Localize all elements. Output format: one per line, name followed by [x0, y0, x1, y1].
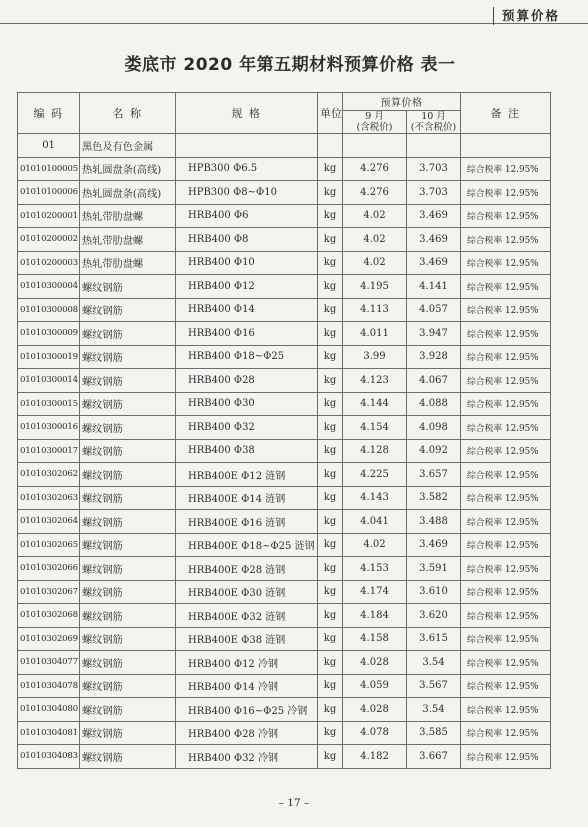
header-october — [407, 111, 461, 134]
cell-spec: HRB400 Φ30 — [176, 392, 318, 416]
cell-spec: HRB400 Φ10 — [176, 251, 318, 275]
cell-unit: kg — [318, 698, 343, 722]
cell-price-september: 4.174 — [343, 580, 407, 604]
page-number: – 17 – — [278, 797, 310, 809]
cell-price-september: 4.011 — [343, 322, 407, 346]
table-row — [18, 510, 551, 534]
cell-spec: HRB400 Φ14 — [176, 298, 318, 322]
cell-name: 螺纹钢筋 — [80, 651, 176, 675]
cell-unit: kg — [318, 486, 343, 510]
cell-price-september: 4.144 — [343, 392, 407, 416]
table-row — [18, 439, 551, 463]
table-row — [18, 392, 551, 416]
cell-price-october: 3.469 — [407, 228, 461, 252]
cell-code: 01010302066 — [18, 557, 80, 581]
cell-price-september: 4.078 — [343, 721, 407, 745]
cell-unit: kg — [318, 345, 343, 369]
cell-spec: HRB400 Φ38 — [176, 439, 318, 463]
cell-spec: HRB400E Φ16 涟钢 — [176, 510, 318, 534]
header-september-month: 9 月 — [365, 111, 384, 122]
header-unit: 单位 — [318, 93, 343, 134]
cell-remark: 综合税率 12.95% — [461, 604, 551, 628]
cell-price-october: 3.947 — [407, 322, 461, 346]
table-row — [18, 275, 551, 299]
cell-price-september: 4.123 — [343, 369, 407, 393]
table-row — [18, 322, 551, 346]
cell-remark: 综合税率 12.95% — [461, 204, 551, 228]
cell-code: 01010300009 — [18, 322, 80, 346]
header-name: 名 称 — [80, 93, 176, 134]
cell-unit: kg — [318, 604, 343, 628]
cell-price-september: 4.182 — [343, 745, 407, 769]
cell-unit: kg — [318, 510, 343, 534]
table-row — [18, 651, 551, 675]
cell-price-september: 4.184 — [343, 604, 407, 628]
cell-remark: 综合税率 12.95% — [461, 580, 551, 604]
cell-name: 热轧带肋盘螺 — [80, 204, 176, 228]
cell-code: 01010302068 — [18, 604, 80, 628]
cell-name: 热轧圆盘条(高线) — [80, 181, 176, 205]
cell-code: 01010200001 — [18, 204, 80, 228]
cell-unit: kg — [318, 580, 343, 604]
table-row — [18, 251, 551, 275]
table-row — [18, 369, 551, 393]
header-remark: 备 注 — [461, 93, 551, 134]
cell-name: 螺纹钢筋 — [80, 557, 176, 581]
cell-spec: HRB400E Φ14 涟钢 — [176, 486, 318, 510]
table-row — [18, 486, 551, 510]
cell-code: 01010200003 — [18, 251, 80, 275]
cell-code: 01010300004 — [18, 275, 80, 299]
cell-price-september: 4.02 — [343, 251, 407, 275]
cell-name: 热轧带肋盘螺 — [80, 228, 176, 252]
cell-remark: 综合税率 12.95% — [461, 533, 551, 557]
cell-remark: 综合税率 12.95% — [461, 369, 551, 393]
cell-remark: 综合税率 12.95% — [461, 298, 551, 322]
cell-name: 螺纹钢筋 — [80, 627, 176, 651]
cell-name: 螺纹钢筋 — [80, 392, 176, 416]
cell-price-september: 4.041 — [343, 510, 407, 534]
cell-spec: HRB400 Φ16 — [176, 322, 318, 346]
cell-name: 螺纹钢筋 — [80, 322, 176, 346]
cell-price-october: 3.582 — [407, 486, 461, 510]
cell-price-september: 4.059 — [343, 674, 407, 698]
cell-code: 01010302063 — [18, 486, 80, 510]
cell-name: 螺纹钢筋 — [80, 369, 176, 393]
cell-price-october: 4.092 — [407, 439, 461, 463]
table-row — [18, 416, 551, 440]
cell-code: 01010100005 — [18, 157, 80, 181]
cell-unit: kg — [318, 181, 343, 205]
cell-code: 01010302065 — [18, 533, 80, 557]
cell-unit: kg — [318, 322, 343, 346]
cell-name: 螺纹钢筋 — [80, 533, 176, 557]
cell-price-october: 3.610 — [407, 580, 461, 604]
table-row — [18, 204, 551, 228]
cell-unit: kg — [318, 204, 343, 228]
cell-code: 01010304077 — [18, 651, 80, 675]
section-tag: 预算价格 — [493, 7, 560, 25]
cell-code: 01010302069 — [18, 627, 80, 651]
cell-remark: 综合税率 12.95% — [461, 157, 551, 181]
table-row — [18, 228, 551, 252]
cell-price-october: 3.469 — [407, 204, 461, 228]
cell-code: 01010304083 — [18, 745, 80, 769]
category-name: 黑色及有色金属 — [80, 134, 176, 158]
price-table — [17, 92, 551, 769]
cell-code: 01010300015 — [18, 392, 80, 416]
cell-spec: HRB400 Φ28 冷钢 — [176, 721, 318, 745]
cell-code: 01010302067 — [18, 580, 80, 604]
cell-name: 螺纹钢筋 — [80, 275, 176, 299]
cell-spec: HRB400 Φ18~Φ25 — [176, 345, 318, 369]
cell-price-september: 4.028 — [343, 651, 407, 675]
cell-spec: HPB300 Φ6.5 — [176, 157, 318, 181]
cell-remark: 综合税率 12.95% — [461, 463, 551, 487]
cell-price-september: 4.02 — [343, 533, 407, 557]
cell-unit: kg — [318, 275, 343, 299]
cell-remark: 综合税率 12.95% — [461, 228, 551, 252]
header-spec: 规 格 — [176, 93, 318, 134]
cell-code: 01010304078 — [18, 674, 80, 698]
cell-price-october: 4.088 — [407, 392, 461, 416]
cell-price-october: 3.54 — [407, 651, 461, 675]
cell-price-september: 4.143 — [343, 486, 407, 510]
table-row — [18, 604, 551, 628]
cell-name: 螺纹钢筋 — [80, 604, 176, 628]
cell-price-october: 3.488 — [407, 510, 461, 534]
table-row — [18, 533, 551, 557]
cell-spec: HRB400 Φ32 冷钢 — [176, 745, 318, 769]
header-september-note: (含税价) — [356, 122, 393, 133]
cell-remark: 综合税率 12.95% — [461, 698, 551, 722]
cell-price-october: 3.585 — [407, 721, 461, 745]
cell-code: 01010304081 — [18, 721, 80, 745]
cell-spec: HRB400E Φ30 涟钢 — [176, 580, 318, 604]
cell-name: 热轧圆盘条(高线) — [80, 157, 176, 181]
table-row — [18, 557, 551, 581]
table-row — [18, 157, 551, 181]
cell-price-september: 4.02 — [343, 204, 407, 228]
category-code: 01 — [18, 134, 80, 158]
cell-code: 01010302062 — [18, 463, 80, 487]
cell-name: 螺纹钢筋 — [80, 439, 176, 463]
cell-remark: 综合税率 12.95% — [461, 181, 551, 205]
cell-code: 01010300008 — [18, 298, 80, 322]
header-code: 编 码 — [18, 93, 80, 134]
cell-price-september: 4.02 — [343, 228, 407, 252]
cell-spec: HRB400 Φ12 冷钢 — [176, 651, 318, 675]
cell-code: 01010100006 — [18, 181, 80, 205]
cell-name: 螺纹钢筋 — [80, 745, 176, 769]
cell-spec: HRB400E Φ38 涟钢 — [176, 627, 318, 651]
cell-unit: kg — [318, 557, 343, 581]
cell-spec: HRB400 Φ12 — [176, 275, 318, 299]
cell-price-october: 3.615 — [407, 627, 461, 651]
cell-remark: 综合税率 12.95% — [461, 275, 551, 299]
cell-name: 螺纹钢筋 — [80, 345, 176, 369]
cell-name: 螺纹钢筋 — [80, 580, 176, 604]
cell-unit: kg — [318, 627, 343, 651]
cell-price-october: 3.703 — [407, 157, 461, 181]
cell-spec: HRB400 Φ16~Φ25 冷钢 — [176, 698, 318, 722]
cell-price-september: 4.113 — [343, 298, 407, 322]
category-row — [18, 134, 551, 158]
cell-price-october: 3.469 — [407, 251, 461, 275]
cell-price-september: 4.195 — [343, 275, 407, 299]
cell-unit: kg — [318, 439, 343, 463]
cell-spec: HRB400E Φ12 涟钢 — [176, 463, 318, 487]
cell-code: 01010302064 — [18, 510, 80, 534]
cell-price-september: 4.128 — [343, 439, 407, 463]
header-october-month: 10 月 — [421, 111, 446, 122]
cell-price-september: 4.154 — [343, 416, 407, 440]
cell-remark: 综合税率 12.95% — [461, 510, 551, 534]
cell-remark: 综合税率 12.95% — [461, 745, 551, 769]
cell-spec: HRB400E Φ28 涟钢 — [176, 557, 318, 581]
cell-remark: 综合税率 12.95% — [461, 345, 551, 369]
cell-remark: 综合税率 12.95% — [461, 416, 551, 440]
cell-remark: 综合税率 12.95% — [461, 557, 551, 581]
header-row — [18, 93, 551, 111]
cell-name: 热轧带肋盘螺 — [80, 251, 176, 275]
cell-price-september: 4.225 — [343, 463, 407, 487]
cell-unit: kg — [318, 251, 343, 275]
cell-unit: kg — [318, 533, 343, 557]
cell-name: 螺纹钢筋 — [80, 674, 176, 698]
cell-price-october: 3.567 — [407, 674, 461, 698]
page-title: 娄底市 2020 年第五期材料预算价格 表一 — [124, 55, 456, 75]
cell-remark: 综合税率 12.95% — [461, 439, 551, 463]
header-september — [343, 111, 407, 134]
cell-remark: 综合税率 12.95% — [461, 322, 551, 346]
cell-code: 01010300019 — [18, 345, 80, 369]
cell-remark: 综合税率 12.95% — [461, 721, 551, 745]
cell-name: 螺纹钢筋 — [80, 298, 176, 322]
cell-remark: 综合税率 12.95% — [461, 392, 551, 416]
cell-unit: kg — [318, 721, 343, 745]
table-row — [18, 463, 551, 487]
table-row — [18, 674, 551, 698]
cell-unit: kg — [318, 416, 343, 440]
cell-code: 01010304080 — [18, 698, 80, 722]
cell-unit: kg — [318, 298, 343, 322]
cell-remark: 综合税率 12.95% — [461, 251, 551, 275]
cell-price-october: 4.098 — [407, 416, 461, 440]
cell-unit: kg — [318, 463, 343, 487]
cell-code: 01010300017 — [18, 439, 80, 463]
cell-price-october: 3.928 — [407, 345, 461, 369]
cell-remark: 综合税率 12.95% — [461, 486, 551, 510]
cell-name: 螺纹钢筋 — [80, 721, 176, 745]
cell-price-september: 4.276 — [343, 181, 407, 205]
cell-spec: HRB400 Φ28 — [176, 369, 318, 393]
cell-price-october: 3.657 — [407, 463, 461, 487]
cell-price-october: 3.667 — [407, 745, 461, 769]
cell-name: 螺纹钢筋 — [80, 416, 176, 440]
cell-spec: HRB400E Φ32 涟钢 — [176, 604, 318, 628]
cell-spec: HRB400 Φ8 — [176, 228, 318, 252]
cell-spec: HPB300 Φ8~Φ10 — [176, 181, 318, 205]
cell-spec: HRB400 Φ6 — [176, 204, 318, 228]
cell-unit: kg — [318, 369, 343, 393]
table-row — [18, 745, 551, 769]
cell-price-october: 4.067 — [407, 369, 461, 393]
cell-price-september: 4.158 — [343, 627, 407, 651]
cell-unit: kg — [318, 157, 343, 181]
cell-unit: kg — [318, 745, 343, 769]
cell-price-september: 4.028 — [343, 698, 407, 722]
cell-spec: HRB400 Φ32 — [176, 416, 318, 440]
cell-unit: kg — [318, 674, 343, 698]
cell-remark: 综合税率 12.95% — [461, 674, 551, 698]
table-row — [18, 181, 551, 205]
table-row — [18, 298, 551, 322]
cell-name: 螺纹钢筋 — [80, 510, 176, 534]
cell-price-september: 4.276 — [343, 157, 407, 181]
table-row — [18, 698, 551, 722]
header-price-group: 预算价格 — [343, 93, 461, 111]
cell-remark: 综合税率 12.95% — [461, 627, 551, 651]
cell-price-september: 4.153 — [343, 557, 407, 581]
cell-price-october: 3.591 — [407, 557, 461, 581]
cell-code: 01010300016 — [18, 416, 80, 440]
cell-unit: kg — [318, 392, 343, 416]
cell-price-october: 3.469 — [407, 533, 461, 557]
cell-price-october: 3.620 — [407, 604, 461, 628]
table-row — [18, 627, 551, 651]
cell-remark: 综合税率 12.95% — [461, 651, 551, 675]
cell-price-october: 3.703 — [407, 181, 461, 205]
cell-name: 螺纹钢筋 — [80, 698, 176, 722]
cell-spec: HRB400E Φ18~Φ25 涟钢 — [176, 533, 318, 557]
table-row — [18, 345, 551, 369]
cell-spec: HRB400 Φ14 冷钢 — [176, 674, 318, 698]
cell-name: 螺纹钢筋 — [80, 486, 176, 510]
cell-unit: kg — [318, 651, 343, 675]
table-row — [18, 580, 551, 604]
cell-price-september: 3.99 — [343, 345, 407, 369]
cell-price-october: 3.54 — [407, 698, 461, 722]
cell-code: 01010300014 — [18, 369, 80, 393]
table-row — [18, 721, 551, 745]
cell-name: 螺纹钢筋 — [80, 463, 176, 487]
cell-price-october: 4.057 — [407, 298, 461, 322]
cell-code: 01010200002 — [18, 228, 80, 252]
cell-price-october: 4.141 — [407, 275, 461, 299]
header-october-note: (不含税价) — [410, 122, 457, 133]
cell-unit: kg — [318, 228, 343, 252]
